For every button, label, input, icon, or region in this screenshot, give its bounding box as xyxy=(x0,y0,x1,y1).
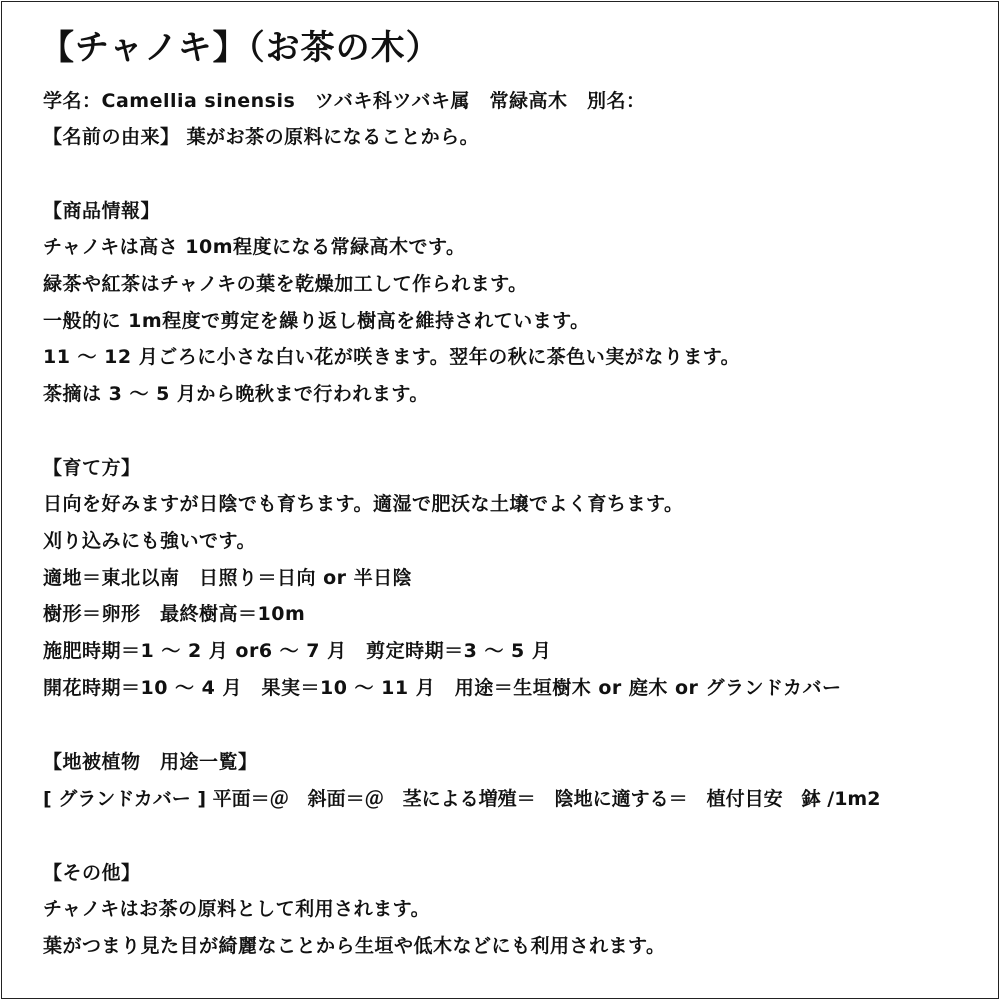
growing-line: 開花時期＝10 ～ 4 月 果実＝10 ～ 11 月 用途＝生垣樹木 or 庭木 or グランドカバー xyxy=(43,677,842,699)
ground-cover-line: [ グランドカバー ] 平面＝＠ 斜面＝＠ 茎による増殖＝ 陰地に適する＝ 植付目安 鉢 /1m2 xyxy=(43,788,881,810)
product-info-heading: 【商品情報】 xyxy=(43,200,161,222)
growing-line: 適地＝東北以南 日照り＝日向 or 半日陰 xyxy=(43,567,413,589)
growing-line: 樹形＝卵形 最終樹高＝10m xyxy=(43,603,306,625)
product-info-line: チャノキは高さ 10m程度になる常緑高木です。 xyxy=(43,236,466,258)
name-origin-line: 【名前の由来】 葉がお茶の原料になることから。 xyxy=(43,126,480,148)
growing-line: 施肥時期＝1 ～ 2 月 or6 ～ 7 月 剪定時期＝3 ～ 5 月 xyxy=(43,640,552,662)
other-line: 葉がつまり見た目が綺麗なことから生垣や低木などにも利用されます。 xyxy=(43,935,666,957)
other-line: チャノキはお茶の原料として利用されます。 xyxy=(43,898,431,920)
product-info-line: 茶摘は 3 ～ 5 月から晩秋まで行われます。 xyxy=(43,383,429,405)
growing-line: 刈り込みにも強いです。 xyxy=(43,530,256,552)
growing-line: 日向を好みますが日陰でも育ちます。適湿で肥沃な土壌でよく育ちます。 xyxy=(43,493,684,515)
other-heading: 【その他】 xyxy=(43,862,141,884)
product-info-line: 一般的に 1m程度で剪定を繰り返し樹高を維持されています。 xyxy=(43,310,590,332)
growing-heading: 【育て方】 xyxy=(43,457,141,479)
product-info-line: 緑茶や紅茶はチャノキの葉を乾燥加工して作られます。 xyxy=(43,273,528,295)
page-title: 【チャノキ】（お茶の木） xyxy=(40,28,441,68)
ground-cover-heading: 【地被植物 用途一覧】 xyxy=(43,751,258,773)
scientific-name-line: 学名：Camellia sinensis ツバキ科ツバキ属 常緑高木 別名： xyxy=(43,90,646,112)
product-info-line: 11 ～ 12 月ごろに小さな白い花が咲きます。翌年の秋に茶色い実がなります。 xyxy=(43,346,741,368)
